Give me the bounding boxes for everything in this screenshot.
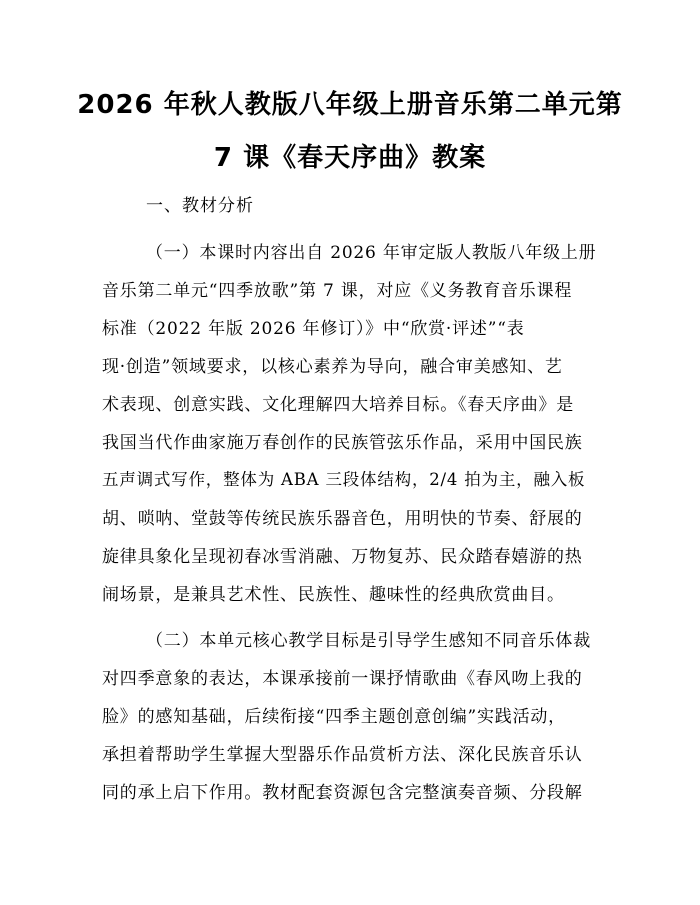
section-heading-textbook-analysis: 一、教材分析 [146, 196, 254, 216]
paragraph-1-line: 现·创造”领域要求，以核心素养为导向，融合审美感知、艺 [102, 357, 563, 377]
paragraph-2-line: 脸》的感知基础，后续衔接“四季主题创意创编”实践活动， [102, 707, 566, 727]
paragraph-2-line: 对四季意象的表达，本课承接前一课抒情歌曲《春风吻上我的 [102, 669, 583, 689]
paragraph-2-line: （二）本单元核心教学目标是引导学生感知不同音乐体裁 [146, 631, 591, 651]
document-title-line-2: 7 课《春天序曲》教案 [213, 143, 487, 173]
paragraph-1-line: 标准（2022 年版 2026 年修订）》中“欣赏·评述”“表 [102, 319, 525, 339]
paragraph-2-line: 承担着帮助学生掌握大型器乐作品赏析方法、深化民族音乐认 [102, 745, 583, 765]
paragraph-1-line: （一）本课时内容出自 2026 年审定版人教版八年级上册 [146, 243, 597, 263]
paragraph-2-line: 同的承上启下作用。教材配套资源包含完整演奏音频、分段解 [102, 783, 583, 803]
paragraph-1-line: 音乐第二单元“四季放歌”第 7 课，对应《义务教育音乐课程 [102, 281, 573, 301]
paragraph-1-line: 术表现、创意实践、文化理解四大培养目标。《春天序曲》是 [102, 395, 575, 415]
paragraph-1-line: 闹场景，是兼具艺术性、民族性、趣味性的经典欣赏曲目。 [102, 585, 565, 605]
paragraph-1-line: 我国当代作曲家施万春创作的民族管弦乐作品，采用中国民族 [102, 433, 583, 453]
paragraph-1-line: 旋律具象化呈现初春冰雪消融、万物复苏、民众踏春嬉游的热 [102, 547, 583, 567]
paragraph-1-line: 胡、唢呐、堂鼓等传统民族乐器音色，用明快的节奏、舒展的 [102, 509, 583, 529]
document-title-line-1: 2026 年秋人教版八年级上册音乐第二单元第 [77, 90, 623, 120]
paragraph-1-line: 五声调式写作，整体为 ABA 三段体结构，2/4 拍为主，融入板 [102, 470, 586, 489]
